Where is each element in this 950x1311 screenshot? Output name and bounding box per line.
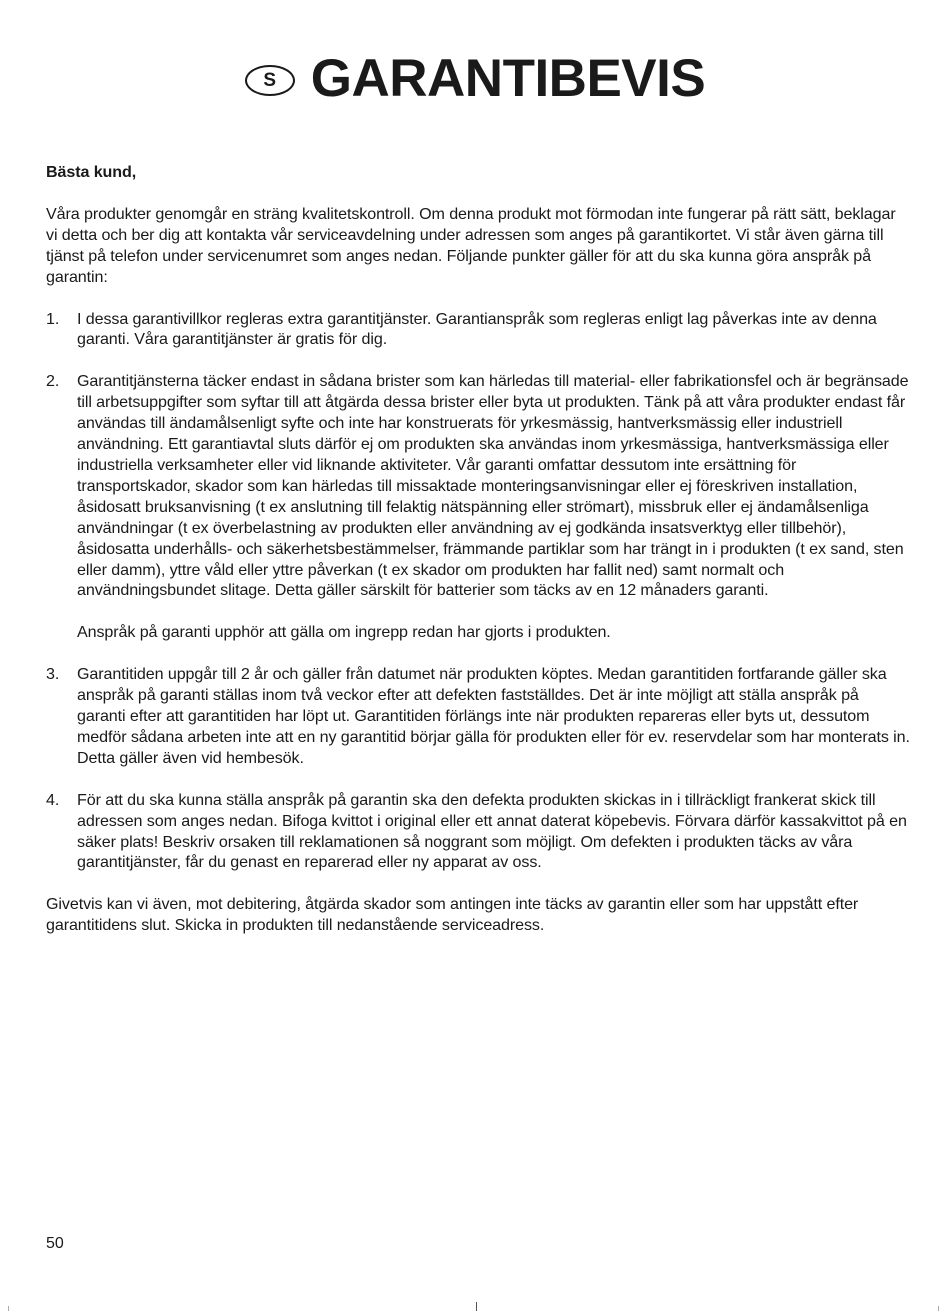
term-item-2 — [46, 371, 910, 643]
term-text: Garantitiden uppgår till 2 år och gäller från datumet när produkten köptes. Medan garantitiden fortfarande gäller ska anspråk på garanti ställas inom två veckor efter att defekten fastställdes. Det är inte möjligt att ställa anspråk på garanti efter att garantitiden har löpt ut. Garantitiden förlängs inte när produkten repareras eller byts ut, dessutom medför sådana arbeten inte att en ny garantitid börjar gälla för produkten eller för ev. reservdelar som har monterats in. Detta gäller även vid hembesök. — [77, 665, 910, 767]
document-header — [0, 49, 950, 108]
closing-paragraph: Givetvis kan vi även, mot debitering, åtgärda skador som antingen inte täcks av garantin eller som har uppstått efter garantitidens slut. Skicka in produkten till nedanstående serviceadress. — [46, 895, 859, 935]
term-subtext: Anspråk på garanti upphör att gälla om ingrepp redan har gjorts i produkten. — [77, 623, 611, 642]
term-number: 2. — [46, 372, 60, 391]
crop-mark — [8, 1306, 9, 1311]
page-title: GARANTIBEVIS — [310, 49, 706, 108]
page-number: 50 — [46, 1235, 64, 1252]
term-text: I dessa garantivillkor regleras extra garantitjänster. Garantianspråk som regleras enligt lag påverkas inte av denna garanti. Våra garantitjänster är gratis för dig. — [77, 309, 877, 349]
document-body — [46, 162, 910, 936]
term-number: 1. — [46, 309, 60, 328]
term-item-3 — [46, 664, 910, 769]
language-badge: S — [245, 65, 295, 96]
greeting: Bästa kund, — [46, 163, 137, 181]
crop-mark — [476, 1302, 477, 1311]
crop-mark — [938, 1306, 939, 1311]
term-text: För att du ska kunna ställa anspråk på garantin ska den defekta produkten skickas in i tillräckligt frankerat skick till adressen som anges nedan. Bifoga kvittot i original eller ett annat daterat köpebevis. Förvara därför kassakvittot på en säker plats! Beskriv orsaken till reklamationen så noggrant som möjligt. Om defekten i produkten täcks av våra garantitjänster, får du genast en reparerad eller ny apparat av oss. — [77, 790, 907, 872]
term-text: Garantitjänsterna täcker endast in sådana brister som kan härledas till material- eller fabrikationsfel och är begränsade till arbetsuppgifter som syftar till att åtgärda dessa brister eller byta ut produkten. Tänk på att våra produkter endast får användas till ändamålsenligt syfte och inte har konstruerats för yrkesmässig, hantverksmässig eller industriell användning. Ett garantiavtal sluts därför ej om produkten ska användas inom yrkesmässiga, hantverksmässiga eller industriella verksamheter eller vid liknande aktiviteter. Vår garanti omfattar dessutom inte ersättning för transportskador, skador som kan härledas till missaktade monteringsanvisningar eller ej föreskriven installation, åsidosatt bruksanvisning (t ex anslutning till felaktig nätspänning eller strömart), missbruk eller ej ändamålsenliga användningar (t ex överbelastning av produkten eller användning av ej godkända insatsverktyg eller tillbehör), åsidosatta underhålls- och säkerhetsbestämmelser, främmande partiklar som har trängt in i produkten (t ex sand, sten eller damm), yttre våld eller yttre påverkan (t ex skador om produkten har fallit ned) samt normalt och användningsbundet slitage. Detta gäller särskilt för batterier som täcks av en 12 månaders garanti. — [77, 372, 909, 600]
intro-paragraph: Våra produkter genomgår en sträng kvalitetskontroll. Om denna produkt mot förmodan inte fungerar på rätt sätt, beklagar vi detta och ber dig att kontakta vår serviceavdelning under adressen som anges på garantikortet. Vi står även gärna till tjänst på telefon under servicenumret som anges nedan. Följande punkter gäller för att du ska kunna göra anspråk på garantin: — [46, 204, 896, 286]
terms-list — [46, 309, 910, 874]
term-number: 4. — [46, 790, 60, 809]
term-item-1 — [46, 309, 910, 351]
term-item-4 — [46, 790, 910, 874]
term-number: 3. — [46, 665, 60, 684]
